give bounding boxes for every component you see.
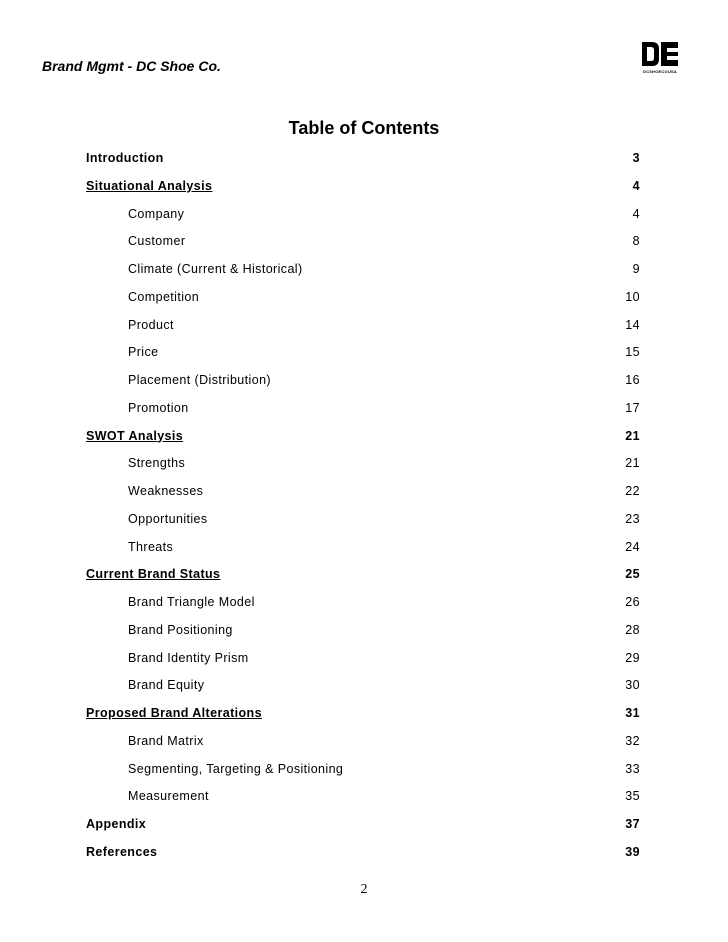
toc-entry-label: Competition xyxy=(128,289,200,304)
toc-subsection-entry[interactable] xyxy=(0,734,728,752)
toc-entry-label: Situational Analysis xyxy=(86,178,213,193)
toc-entry-page: 9 xyxy=(632,262,640,276)
toc-subsection-entry[interactable] xyxy=(0,623,728,641)
toc-entry-page: 21 xyxy=(625,456,640,471)
toc-entry-page: 28 xyxy=(625,622,640,637)
toc-entry-label: Introduction xyxy=(86,151,164,165)
toc-entry-page: 33 xyxy=(625,761,640,776)
toc-entry-page: 17 xyxy=(625,400,640,415)
toc-entry-page: 8 xyxy=(632,234,640,249)
toc-subsection-entry[interactable] xyxy=(0,345,728,363)
toc-section-entry[interactable] xyxy=(0,817,728,835)
toc-subsection-entry[interactable] xyxy=(0,207,728,225)
toc-subsection-entry[interactable] xyxy=(0,678,728,696)
toc-entry-page: 15 xyxy=(625,345,640,360)
toc-entry-page: 31 xyxy=(625,706,640,720)
logo-text: DCSHOECOUSA xyxy=(643,69,677,74)
toc-subsection-entry[interactable] xyxy=(0,401,728,419)
toc-entry-page: 39 xyxy=(625,844,640,859)
toc-entry-page: 24 xyxy=(625,539,640,554)
toc-subsection-entry[interactable] xyxy=(0,762,728,780)
toc-entry-label: Climate (Current & Historical) xyxy=(128,262,303,276)
toc-entry-label: Price xyxy=(128,345,159,360)
toc-entry-label: Brand Matrix xyxy=(128,733,204,748)
toc-entry-page: 14 xyxy=(625,317,640,332)
toc-entry-label: Company xyxy=(128,206,185,221)
toc-entry-page: 37 xyxy=(625,817,640,831)
toc-entry-label: Segmenting, Targeting & Positioning xyxy=(128,761,344,776)
toc-entry-label: Customer xyxy=(128,234,186,249)
toc-entry-page: 22 xyxy=(625,484,640,498)
toc-entry-label: Strengths xyxy=(128,456,186,471)
toc-subsection-entry[interactable] xyxy=(0,262,728,280)
toc-entry-page: 10 xyxy=(625,289,640,304)
toc-entry-label: Proposed Brand Alterations xyxy=(86,706,262,720)
toc-entry-page: 23 xyxy=(625,511,640,526)
toc-entry-label: SWOT Analysis xyxy=(86,428,184,443)
toc-entry-label: Weaknesses xyxy=(128,484,204,498)
toc-entry-label: Appendix xyxy=(86,817,147,831)
toc-section-entry[interactable] xyxy=(0,845,728,863)
toc-entry-page: 4 xyxy=(632,206,640,221)
toc-subsection-entry[interactable] xyxy=(0,789,728,807)
toc-subsection-entry[interactable] xyxy=(0,318,728,336)
toc-entry-page: 3 xyxy=(632,151,640,165)
document-header-title: Brand Mgmt - DC Shoe Co. xyxy=(42,58,221,74)
toc-entry-page: 21 xyxy=(625,428,640,443)
toc-entry-label: Brand Equity xyxy=(128,678,205,693)
toc-entry-label: Opportunities xyxy=(128,511,208,526)
toc-subsection-entry[interactable] xyxy=(0,512,728,530)
toc-entry-label: Promotion xyxy=(128,400,189,415)
toc-entry-page: 16 xyxy=(625,373,640,387)
toc-entry-label: Current Brand Status xyxy=(86,567,221,582)
toc-title: Table of Contents xyxy=(288,118,440,138)
dc-logo-mark xyxy=(640,40,680,68)
toc-entry-page: 32 xyxy=(625,733,640,748)
toc-section-entry[interactable] xyxy=(0,706,728,724)
toc-subsection-entry[interactable] xyxy=(0,484,728,502)
toc-section-entry[interactable] xyxy=(0,567,728,585)
toc-entry-page: 29 xyxy=(625,650,640,665)
toc-entry-page: 4 xyxy=(632,178,640,193)
toc-subsection-entry[interactable] xyxy=(0,290,728,308)
toc-entry-label: Threats xyxy=(128,539,174,554)
page-number: 2 xyxy=(360,882,368,897)
toc-subsection-entry[interactable] xyxy=(0,595,728,613)
toc-entry-page: 30 xyxy=(625,678,640,693)
toc-section-entry[interactable] xyxy=(0,179,728,197)
dc-logo xyxy=(640,40,680,76)
toc-entry-label: Placement (Distribution) xyxy=(128,373,271,387)
toc-subsection-entry[interactable] xyxy=(0,373,728,391)
toc-entry-label: Measurement xyxy=(128,789,209,804)
toc-section-entry[interactable] xyxy=(0,429,728,447)
toc-entry-label: Brand Triangle Model xyxy=(128,595,255,609)
toc-section-entry[interactable] xyxy=(0,151,728,169)
toc-entry-label: References xyxy=(86,844,158,859)
toc-entry-label: Brand Identity Prism xyxy=(128,650,249,665)
toc-subsection-entry[interactable] xyxy=(0,234,728,252)
toc-entry-label: Product xyxy=(128,317,174,332)
toc-subsection-entry[interactable] xyxy=(0,456,728,474)
toc-subsection-entry[interactable] xyxy=(0,540,728,558)
toc-entry-page: 26 xyxy=(625,595,640,609)
toc-entry-label: Brand Positioning xyxy=(128,622,233,637)
toc-entry-page: 35 xyxy=(625,789,640,804)
toc-entry-page: 25 xyxy=(625,567,640,582)
toc-subsection-entry[interactable] xyxy=(0,651,728,669)
